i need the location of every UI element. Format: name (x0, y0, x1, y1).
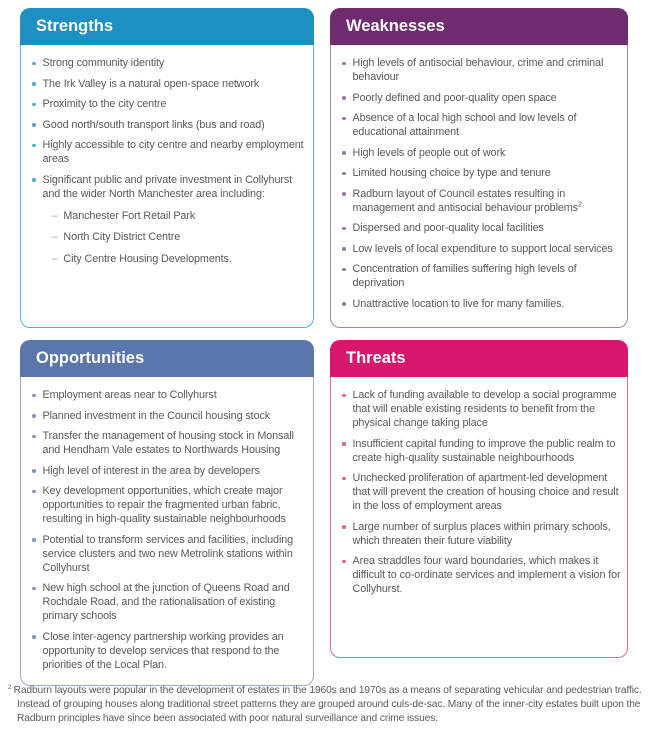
item-text: Employment areas near to Collyhurst (42, 389, 217, 401)
quadrant-title: Opportunities (36, 349, 145, 367)
list-item (32, 464, 308, 478)
item-text: Potential to transform services and facilities, including service clusters and two new Metrolink stations within Collyhurst (42, 533, 294, 574)
list-item (342, 262, 622, 290)
item-text: Large number of surplus places within primary schools, which threaten their future viability (352, 520, 611, 547)
item-text: Significant public and private investment in Collyhurst and the wider North Manchester area including: – Manchester Fort Retail Park – North City District Centre – City Centre Housing Developments. (43, 173, 309, 274)
list-item (32, 138, 308, 166)
bullet-dot-icon (342, 62, 346, 66)
bullet-dot-icon (342, 247, 346, 251)
item-text: Area straddles four ward boundaries, which makes it difficult to co-ordinate services and implement a vision for Collyhurst. (352, 555, 621, 596)
list-item (32, 533, 308, 575)
bullet-dot-icon (342, 172, 346, 176)
bullet-dot-icon (32, 587, 36, 591)
item-text: Low levels of local expenditure to support local services (352, 242, 613, 255)
bullet-dot-icon (342, 96, 346, 100)
bullet-dot-icon (32, 414, 36, 418)
quadrant-body (330, 45, 628, 328)
bullet-dot-icon (342, 477, 346, 481)
item-text: Good north/south transport links (bus and road) (42, 118, 265, 131)
quadrant-strengths (20, 8, 314, 328)
list-item (342, 56, 622, 84)
item-text: New high school at the junction of Queens Road and Rochdale Road, and the rationalisation of existing primary schools (42, 582, 290, 623)
item-text: The Irk Valley is a natural open-space network (42, 77, 260, 90)
sub-item-text: City Centre Housing Developments. (63, 252, 232, 265)
item-text: Absence of a local high school and low levels of educational attainment (352, 112, 577, 139)
list-item (32, 409, 308, 423)
list-item (32, 581, 308, 623)
list-item (342, 437, 622, 465)
bullet-dot-icon (32, 490, 36, 494)
bullet-dot-icon (342, 227, 346, 231)
bullet-dot-icon (342, 442, 346, 446)
item-text: Strong community identity (42, 57, 165, 69)
item-text: Unattractive location to live for many families. (352, 297, 565, 310)
item-text: High levels of people out of work (352, 146, 506, 159)
item-text: Limited housing choice by type and tenure (352, 167, 551, 180)
footnote-marker: 2 (8, 683, 12, 691)
bullet-list (342, 56, 622, 311)
bullet-dot-icon (32, 635, 36, 639)
bullet-dot-icon (32, 62, 36, 66)
list-item (32, 56, 308, 70)
bullet-list (342, 388, 622, 596)
bullet-dot-icon (32, 82, 36, 86)
quadrant-threats (330, 340, 628, 658)
item-text: Transfer the management of housing stock in Monsall and Hendham Vale estates to Northwards Housing (42, 430, 294, 457)
list-item (342, 166, 622, 180)
list-item (342, 111, 622, 139)
list-item (342, 146, 622, 160)
quadrant-opportunities (20, 340, 314, 671)
quadrant-title: Weaknesses (346, 17, 445, 35)
quadrant-body (20, 45, 314, 328)
dash-marker-icon: – (51, 231, 58, 244)
item-text: Planned investment in the Council housing stock (42, 409, 271, 422)
bullet-dot-icon (32, 178, 36, 182)
item-text: Lack of funding available to develop a social programme that will enable existing residents to benefit from the physical change taking place (352, 389, 617, 430)
quadrant-header (330, 340, 628, 377)
list-item (342, 91, 622, 105)
bullet-dot-icon (342, 302, 346, 306)
bullet-dot-icon (32, 123, 36, 127)
item-text: Concentration of families suffering high levels of deprivation (352, 263, 577, 290)
item-text: Close inter-agency partnership working provides an opportunity to develop services that respond to the priorities of the Local Plan. (42, 630, 284, 671)
list-item (32, 97, 308, 111)
list-item (32, 118, 308, 132)
item-text: Key development opportunities, which create major opportunities to repair the fragmented urban fabric, resulting in high-quality sustainable neighbourhoods (42, 485, 286, 526)
item-text: Poorly defined and poor-quality open space (352, 91, 557, 104)
item-text: Proximity to the city centre (42, 98, 167, 111)
dash-marker-icon: – (51, 252, 58, 265)
quadrant-body (330, 377, 628, 658)
item-text: Insufficient capital funding to improve the public realm to create high-quality sustainable neighbourhoods (352, 437, 616, 464)
sub-item (52, 252, 309, 266)
bullet-dot-icon (32, 144, 36, 148)
bullet-dot-icon (32, 469, 36, 473)
quadrant-title: Threats (346, 349, 406, 367)
item-text: High level of interest in the area by developers (42, 464, 260, 477)
quadrant-header (330, 8, 628, 45)
quadrant-title: Strengths (36, 17, 114, 35)
bullet-list (32, 56, 308, 273)
quadrant-header (20, 8, 314, 45)
bullet-dot-icon (32, 538, 36, 542)
list-item (32, 77, 308, 91)
dash-marker-icon: – (51, 209, 58, 222)
bullet-dot-icon (32, 435, 36, 439)
sub-item (52, 230, 309, 244)
list-item (32, 388, 308, 402)
bullet-dot-icon (342, 560, 346, 564)
list-item (342, 554, 622, 596)
bullet-list (32, 388, 308, 672)
item-text: High levels of antisocial behaviour, crime and criminal behaviour (352, 57, 604, 84)
item-text: Radburn layout of Council estates resulting in management and antisocial behaviour problems$^2$ (352, 187, 582, 214)
list-item (342, 388, 622, 430)
list-item (342, 520, 622, 548)
quadrant-header (20, 340, 314, 377)
item-text: Unchecked proliferation of apartment-led development that will prevent the creation of housing choice and result in the loss of employment areas (352, 472, 619, 513)
item-text: Dispersed and poor-quality local facilities (352, 222, 544, 235)
bullet-dot-icon (342, 192, 346, 196)
list-item (32, 630, 308, 672)
sub-list (52, 209, 309, 266)
footnote (8, 684, 648, 726)
footnote-text: Radburn layouts were popular in the development of estates in the 1960s and 1970s as a means of separating vehicular and pedestrian traffic. Instead of grouping houses along traditional street patterns they are grouped around culs-de-sac. Many of the inner-city estates built upon the Radburn principles have since been associated with poor natural surveillance and crime issues. (13, 685, 642, 725)
swot-grid (20, 8, 628, 671)
list-item (342, 221, 622, 235)
bullet-dot-icon (342, 268, 346, 272)
bullet-dot-icon (32, 394, 36, 398)
bullet-dot-icon (32, 103, 36, 107)
sub-item-text: Manchester Fort Retail Park (63, 209, 196, 222)
bullet-dot-icon (342, 151, 346, 155)
bullet-dot-icon (342, 394, 346, 398)
item-text: Highly accessible to city centre and nearby employment areas (42, 139, 304, 166)
list-item (342, 187, 622, 215)
bullet-dot-icon (342, 117, 346, 121)
list-item (32, 429, 308, 457)
list-item (32, 484, 308, 526)
quadrant-body (20, 377, 314, 686)
list-item (342, 471, 622, 513)
bullet-dot-icon (342, 525, 346, 529)
quadrant-weaknesses (330, 8, 628, 328)
sub-item (52, 209, 309, 223)
list-item (342, 242, 622, 256)
sub-item-text: North City District Centre (63, 231, 181, 244)
list-item (32, 173, 308, 274)
list-item (342, 297, 622, 311)
